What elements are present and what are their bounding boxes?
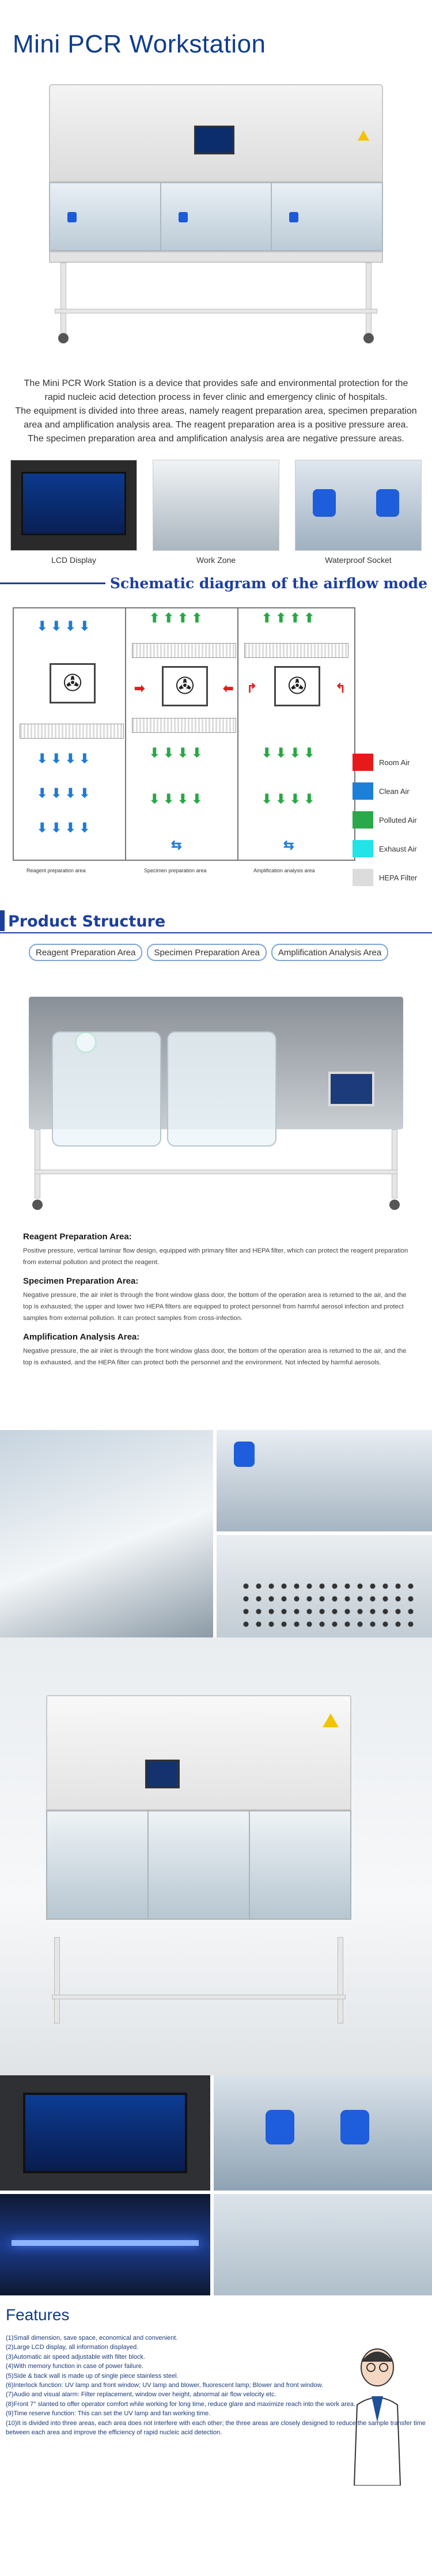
legend-item-exhaust-air: Exhaust Air	[353, 834, 417, 863]
thumb-caption: Waterproof Socket	[325, 555, 392, 565]
feature-item: (6)Interlock function: UV lamp and front window; UV lamp and blower, fluorescent lamp; Blower and front window.	[6, 2382, 323, 2389]
fan-icon: ✇	[50, 663, 96, 703]
thumb-caption: Work Zone	[196, 555, 236, 565]
intro-line: rapid nucleic acid detection process in fever clinic and emergency clinic of hospitals.	[44, 392, 388, 402]
legend-swatch	[353, 782, 373, 800]
detail-photo-grid-2	[0, 2075, 432, 2295]
airflow-box-specimen: ⬆ ⬆ ⬆ ⬆ ✇ ➡ ⬅ ⬇ ⬇ ⬇ ⬇ ⬇ ⬇ ⬇ ⬇ ⇆	[125, 607, 243, 861]
socket-icon	[179, 212, 188, 222]
feature-item: (5)Side & back wall is made up of single piece stainless steel.	[6, 2372, 179, 2380]
area-text: Negative pressure, the air inlet is through the front window glass door, the bottom of the operation area is returned to the air, and the top is exhausted, and the HEPA filter can protect both the personnel and the environment. Not infected by harmful aerosols.	[23, 1348, 407, 1366]
intro-line: area and amplification analysis area. The reagent preparation area is a positive pressure area.	[24, 420, 408, 430]
legend-item-hepa-filter: HEPA Filter	[353, 863, 417, 892]
cabinet-base	[49, 251, 383, 263]
airflow-box-reagent: ⬇ ⬇ ⬇ ⬇ ✇ ⬇ ⬇ ⬇ ⬇ ⬇ ⬇ ⬇ ⬇ ⬇ ⬇ ⬇ ⬇	[13, 607, 131, 861]
feature-item: (2)Large LCD display, all information displayed.	[6, 2344, 139, 2351]
legend-item-room-air: Room Air	[353, 748, 417, 777]
area-heading: Amplification Analysis Area:	[23, 1332, 140, 1342]
hepa-filter	[20, 724, 124, 739]
hepa-filter	[244, 643, 348, 658]
fan-icon: ✇	[162, 666, 208, 706]
uv-lamp-photo	[0, 2194, 210, 2295]
socket-icon	[289, 212, 298, 222]
work-zone-photo	[153, 460, 279, 551]
thumb-work-zone	[153, 460, 279, 569]
intro-line: The Mini PCR Work Station is a device that provides safe and environmental protection for the	[24, 379, 408, 388]
cabinet-front-windows	[49, 182, 383, 251]
airflow-heading	[0, 569, 432, 597]
photo-cabinet	[46, 1695, 351, 1937]
thumb-waterproof-socket	[295, 460, 422, 569]
product-structure-heading	[0, 903, 432, 944]
interior-sockets-photo	[214, 2194, 432, 2295]
window-amplification	[272, 183, 382, 250]
structure-cabinet	[29, 997, 403, 1129]
hero-product-image	[0, 74, 432, 373]
features-title: Features	[6, 2306, 70, 2324]
features-list	[6, 2333, 426, 2437]
lcd-closeup-photo	[0, 2075, 210, 2191]
features-section	[0, 2295, 432, 2490]
feature-item: (1)Small dimension, save space, economical and convenient.	[6, 2335, 178, 2342]
thumb-lcd-display	[10, 460, 137, 569]
legend-item-clean-air: Clean Air	[353, 777, 417, 805]
interior-photo	[0, 1430, 213, 1637]
intro-line: The specimen preparation area and amplification analysis area are negative pressure areas.	[28, 434, 404, 444]
area-descriptions	[0, 1227, 432, 1430]
feature-item: (10)It is divided into three areas, each area does not interfere with each other; the three areas are closely designed to reduce the sample transfer time between each area and improve the efficiency of rapid nucleic acid detection.	[6, 2419, 426, 2437]
full-product-photo	[0, 1637, 432, 2075]
product-structure-title: Product Structure	[8, 913, 166, 930]
lcd-panel-icon	[194, 126, 234, 154]
cabinet-top-panel	[49, 84, 383, 182]
airflow-diagram	[0, 597, 432, 903]
cabinet-stand	[49, 263, 383, 343]
area-label-amplification: Amplification analysis area	[253, 868, 315, 873]
area-heading: Reagent Preparation Area:	[23, 1232, 132, 1242]
sockets-closeup-photo	[214, 2075, 432, 2191]
socket-icon	[67, 212, 77, 222]
area-label-reagent: Reagent preparation area	[26, 868, 86, 873]
legend-swatch	[353, 840, 373, 857]
detail-photo-grid	[0, 1430, 432, 1637]
area-specimen	[23, 1276, 409, 1324]
airflow-box-amplification: ⬆ ⬆ ⬆ ⬆ ✇ ↱ ↰ ⬇ ⬇ ⬇ ⬇ ⬇ ⬇ ⬇ ⬇ ⇆	[237, 607, 355, 861]
legend-item-polluted-air: Polluted Air	[353, 805, 417, 834]
hepa-filter	[132, 643, 236, 658]
stand-leg	[60, 263, 66, 338]
feature-thumbnails	[0, 460, 432, 569]
airflow-title: Schematic diagram of the airflow mode	[109, 574, 427, 592]
workstation-cabinet	[49, 84, 383, 343]
label-amplification-area: Amplification Analysis Area	[271, 944, 388, 961]
area-text: Positive pressure, vertical laminar flow design, equipped with primary filter and HEPA filter, which can protect the reagent preparation from external pollution and protect the reagent.	[23, 1247, 408, 1266]
label-reagent-area: Reagent Preparation Area	[29, 944, 142, 961]
area-reagent	[23, 1232, 409, 1268]
area-heading: Specimen Preparation Area:	[23, 1276, 139, 1286]
socket-closeup-photo	[217, 1430, 432, 1531]
feature-item: (3)Automatic air speed adjustable with filter block.	[6, 2353, 146, 2361]
airflow-legend	[353, 748, 417, 892]
structure-stand	[29, 1129, 403, 1210]
page-title: Mini PCR Workstation	[13, 30, 266, 58]
legend-swatch	[353, 869, 373, 886]
intro-text	[0, 373, 432, 460]
biohazard-warning-icon	[358, 130, 369, 141]
label-specimen-area: Specimen Preparation Area	[147, 944, 266, 961]
feature-item: (8)Front 7° slanted to offer operator comfort while working for long time, reduce glare and maximize reach into the work area.	[6, 2400, 356, 2408]
feature-item: (9)Time reserve function: This can set the UV lamp and fan working time.	[6, 2410, 211, 2418]
stand-leg	[366, 263, 372, 338]
area-text: Negative pressure, the air inlet is through the front window glass door, the bottom of the operation area is returned to the air, and the top is exhausted; the upper and lower two HEPA filters are equipped to protect personnel from harmful aerosol infection and protect samples from external pollution. It can protect samples from cross-infection.	[23, 1292, 407, 1322]
window-reagent	[50, 183, 161, 250]
area-label-specimen: Specimen preparation area	[144, 868, 207, 873]
legend-swatch	[353, 754, 373, 771]
product-structure-image	[0, 974, 432, 1227]
caster-wheel-icon	[58, 333, 69, 343]
area-amplification	[23, 1332, 409, 1368]
perforated-worktop-photo	[217, 1535, 432, 1637]
fan-icon: ✇	[274, 666, 320, 706]
structure-area-labels	[0, 944, 432, 974]
feature-item: (4)With memory function in case of power failure.	[6, 2363, 144, 2370]
feature-item: (7)Audio and visual alarm: Filter replacement, window over height, abnormal air flow velocity etc.	[6, 2391, 276, 2399]
control-panel-icon	[328, 1072, 374, 1106]
stand-crossbar	[55, 309, 377, 313]
socket-photo	[295, 460, 422, 551]
intro-line: The equipment is divided into three areas, namely reagent preparation area, specimen preparation	[15, 406, 417, 416]
title-section	[0, 0, 432, 74]
thumb-caption: LCD Display	[51, 555, 96, 565]
hepa-filter	[132, 718, 236, 733]
window-specimen	[161, 183, 272, 250]
legend-swatch	[353, 811, 373, 829]
caster-wheel-icon	[363, 333, 374, 343]
lcd-display-photo	[10, 460, 137, 551]
